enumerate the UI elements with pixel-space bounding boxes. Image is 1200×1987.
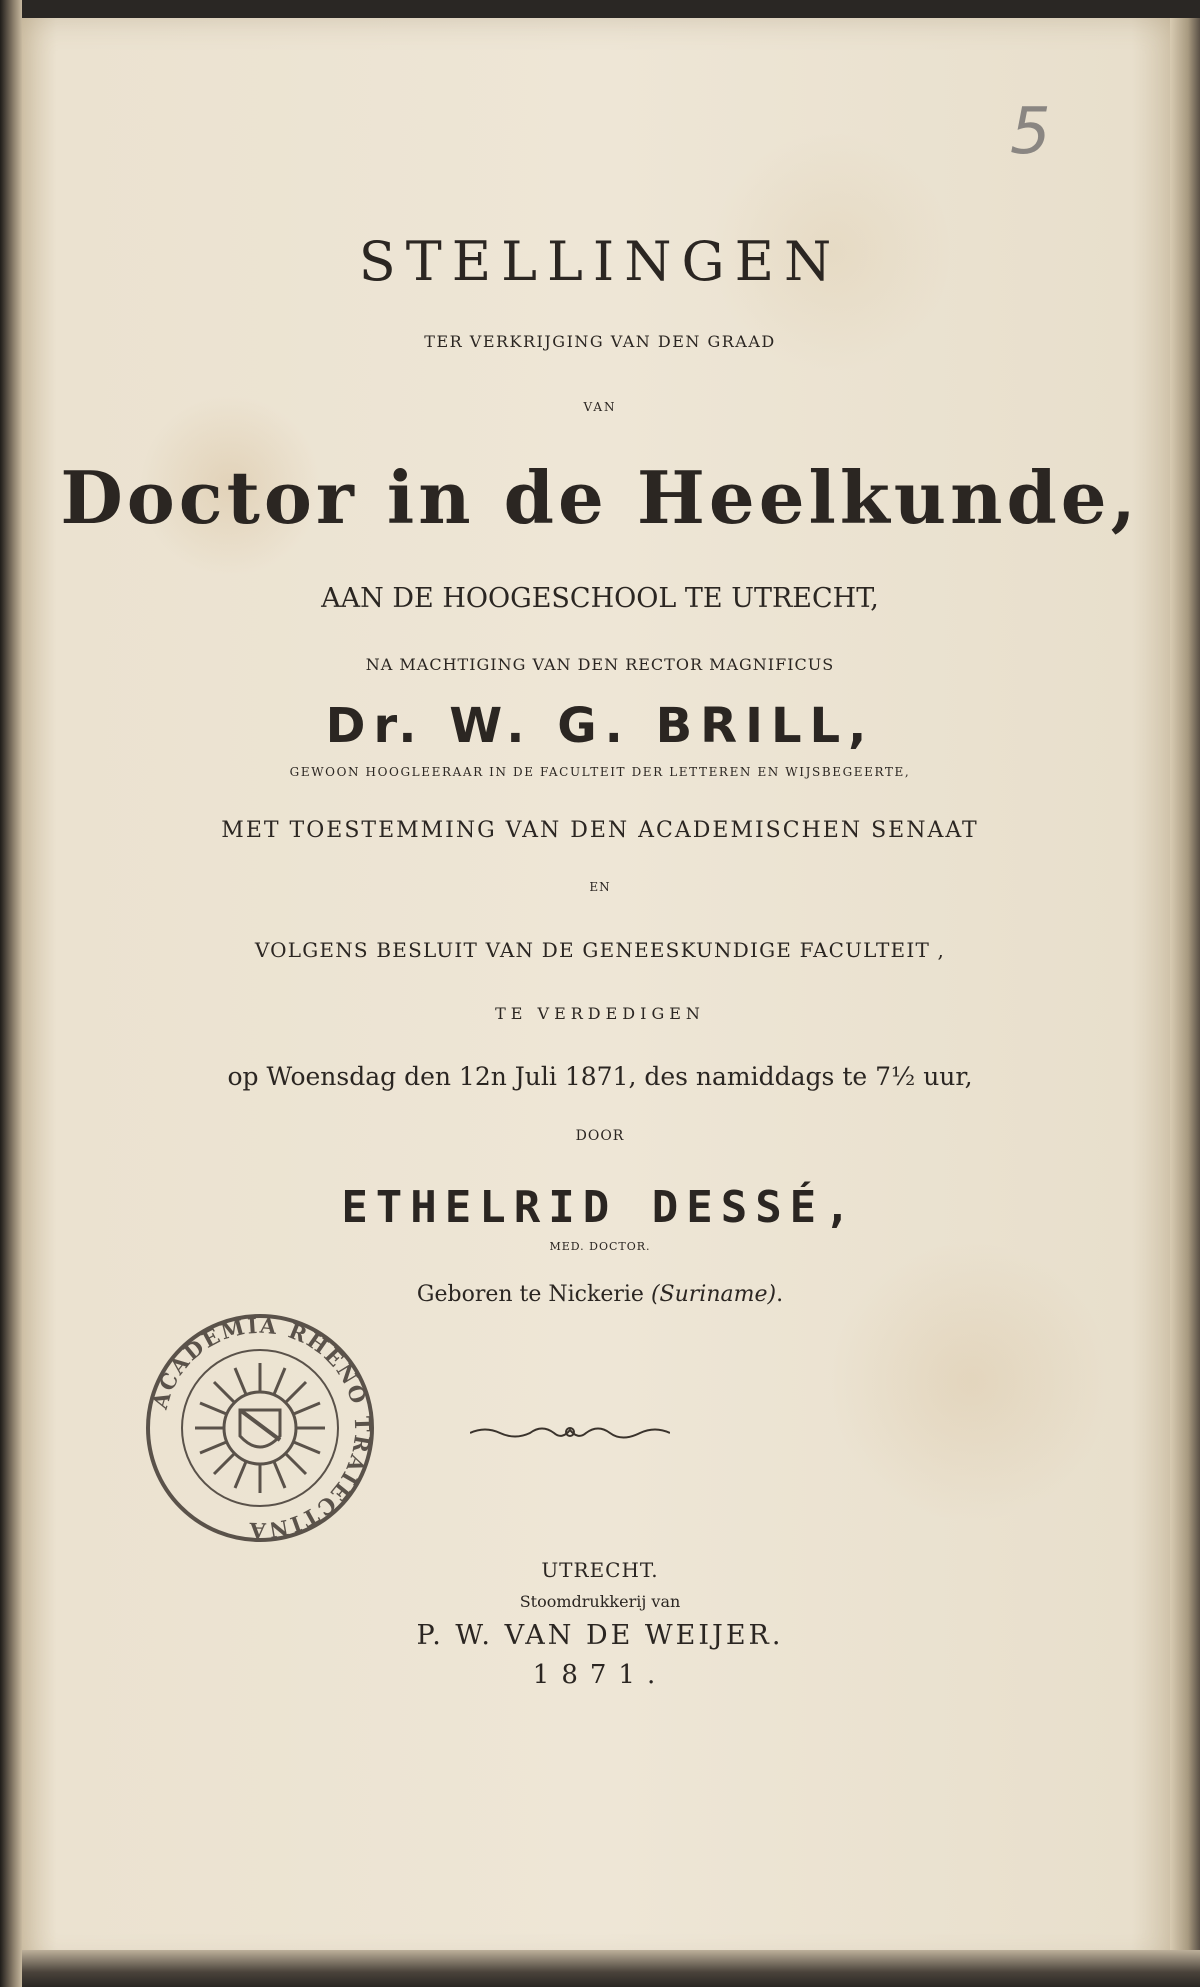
page-edge-bottom (22, 1950, 1200, 1987)
rector-title: GEWOON HOOGLEERAAR IN DE FACULTEIT DER LETTEREN EN WIJSBEGEERTE, (289, 765, 911, 779)
imprint-city: UTRECHT. (541, 1558, 659, 1582)
university-line: AAN DE HOOGESCHOOL TE UTRECHT, (321, 583, 879, 614)
consent-line: MET TOESTEMMING VAN DEN ACADEMISCHEN SENAAT (221, 818, 979, 843)
pencil-page-number: 5 (1010, 95, 1051, 169)
birthplace-country: (Suriname) (650, 1282, 777, 1307)
door-line: DOOR (575, 1128, 625, 1144)
degree-heading: Doctor in de Heelkunde, (60, 455, 1140, 540)
subtitle: TER VERKRIJGING VAN DEN GRAAD (424, 332, 776, 351)
authorization-line: NA MACHTIGING VAN DEN RECTOR MAGNIFICUS (365, 655, 835, 674)
en-line: EN (589, 880, 611, 894)
decorative-flourish (470, 1418, 670, 1448)
document-title: STELLINGEN (358, 230, 842, 293)
birthplace-prefix: Geboren te Nickerie (416, 1282, 644, 1307)
imprint-printer: P. W. VAN DE WEIJER. (416, 1620, 784, 1651)
birthplace-line (22, 1282, 1178, 1307)
date-line: op Woensdag den 12n Juli 1871, des namiddags te 7½ uur, (227, 1062, 973, 1091)
author-title: MED. DOCTOR. (549, 1240, 651, 1253)
university-seal-stamp (140, 1308, 380, 1548)
van-line: VAN (583, 400, 617, 414)
decision-line: VOLGENS BESLUIT VAN DE GENEESKUNDIGE FACULTEIT , (254, 938, 946, 962)
imprint-press: Stoomdrukkerij van (519, 1592, 681, 1611)
seal-text: ACADEMIA RHENO TRAIECTINA (147, 1312, 376, 1544)
imprint-year: 1871. (532, 1660, 668, 1690)
rector-name: Dr. W. G. BRILL, (325, 698, 875, 754)
book-binding-left (0, 0, 22, 1987)
author-name: ETHELRID DESSÉ, (341, 1182, 859, 1233)
defend-line: TE VERDEDIGEN (495, 1004, 705, 1023)
birthplace-suffix: . (776, 1282, 784, 1307)
